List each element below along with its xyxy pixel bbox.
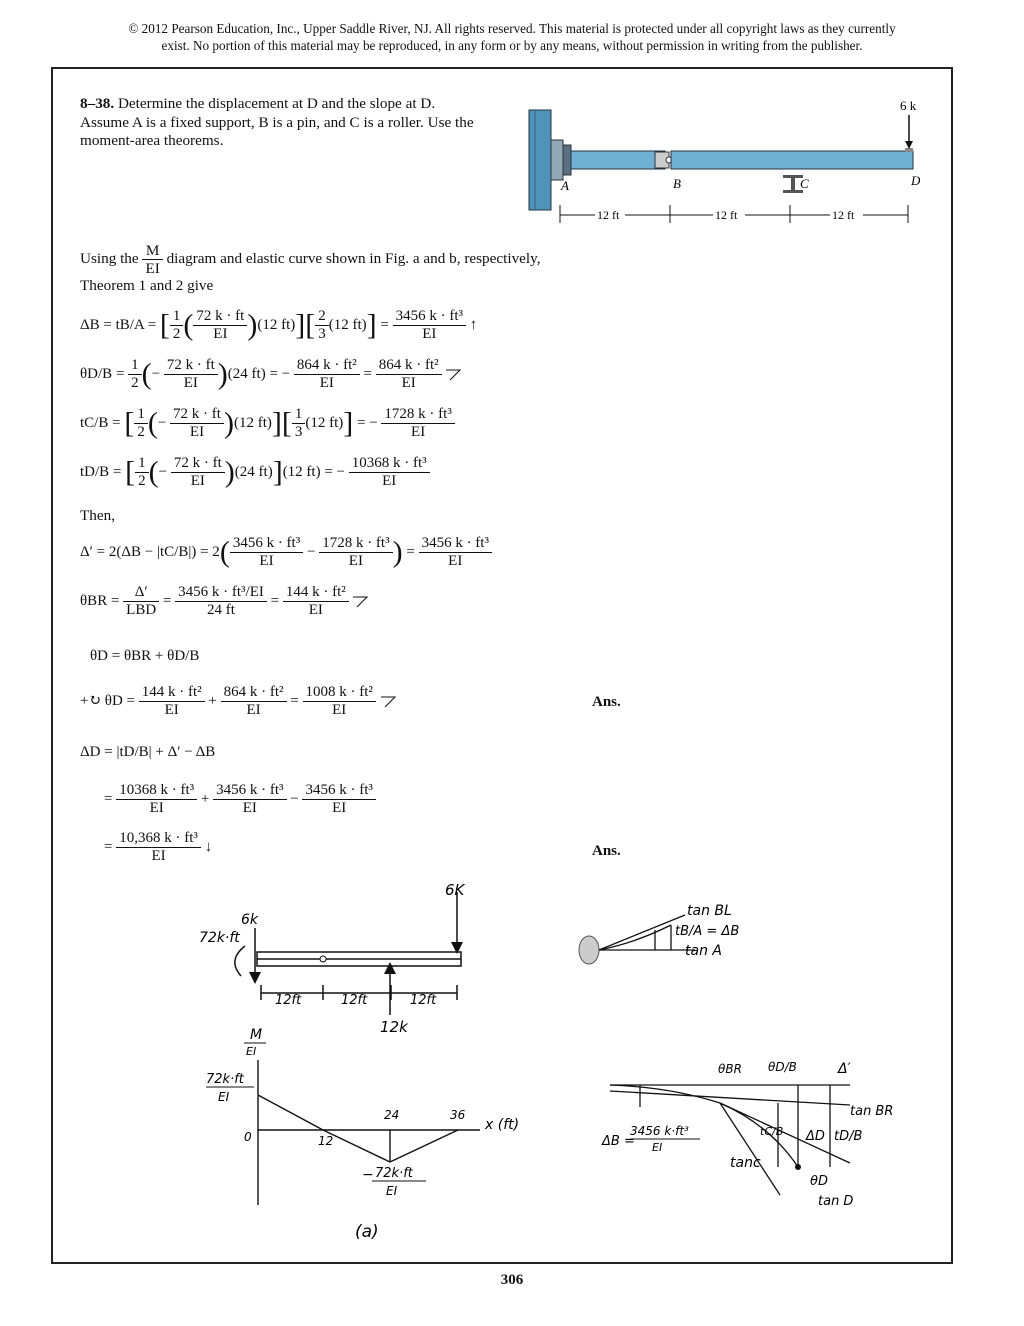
beam-segment-bd [671,151,913,169]
intro-text-a: Using the [80,249,139,267]
problem-statement [80,95,480,151]
fbd-reaction: 12k [380,1018,408,1036]
copyright-line-1: © 2012 Pearson Education, Inc., Upper Saddle River, NJ. All rights reserved. This material is protected under all copyright laws as they currently [128,21,896,36]
elastic-curve-sketch [600,1055,900,1215]
eq-theta-d-sum: θD = θBR + θD/B [90,648,200,664]
tick-36: 36 [450,1108,466,1122]
fbd-sketch [195,880,485,1040]
solution-intro [80,242,541,295]
mei-neg-den: EI [386,1184,398,1198]
label-theta-db: θD/B [768,1060,797,1074]
eq-t-db: tD/B = [ $\frac{1}{2}$ (− $\frac{72 k \cdot ft}{EI}$ )(24 ft)](12 ft) = − $\frac{\text{10368 k · ft³}}{EI}$ [80,455,430,490]
eq-delta-b: ΔB = tB/A = [ $\frac{1}{2}$ ( $\frac{72 k \cdot ft}{EI}$ )(12 ft)][ $\frac{2}{3}$ (12 ft)] = $\frac{\text{3456 k · ft³}}{EI}$ ↑ [80,308,478,342]
answer-label-delta: Ans. [592,843,621,859]
cw-slope-icon [352,595,368,609]
copyright-notice [60,20,964,54]
eq-delta-d: = $\frac{\text{10368 k · ft³}}{EI}$ + $\frac{\text{3456 k · ft³}}{EI}$ − $\frac{\text{3456 k · ft³}}{EI}$ [104,782,376,817]
mei-axis-num: M [250,1027,263,1043]
mei-neg-num: 72k·ft [375,1166,413,1181]
curve-delta-b-den: EI [652,1141,663,1154]
label-theta-br: θBR [718,1062,742,1076]
tba-label: tB/A = ΔB [675,924,740,939]
then-text: Then, [80,507,116,524]
mei-x-label: x (ft) [485,1117,520,1133]
span-label-1: 12 ft [597,208,620,222]
arrow-down: ↓ [204,838,213,855]
fbd-load-left: 6k [241,912,259,928]
label-tan-d: tan D [818,1194,854,1209]
mei-pos-den: EI [218,1090,230,1104]
span-label-2: 12 ft [715,208,738,222]
eq-theta-br: θBR = $\frac{\Delta'}{\text{LBD}}$ = $\frac{\text{3456 k · ft³/EI}}{24 ft}$ = $\frac{\text{144 k · ft²}}{EI}$ [80,584,368,619]
beam-segment-ab [571,151,665,169]
tick-12: 12 [318,1134,334,1148]
tan-bl-label: tan BL [687,903,732,919]
intro-text-b: diagram and elastic curve shown in Fig. a and b, respectively, [166,249,541,267]
load-label: 6 k [900,98,917,113]
label-delta-d: ΔD [806,1129,825,1144]
label-tanc: tanc [730,1155,761,1171]
cw-slope-icon [445,368,461,382]
fbd-span-2: 12ft [341,993,368,1008]
curve-delta-b-num: 3456 k·ft³ [630,1124,689,1138]
eq-t-cb: tC/B = [ $\frac{1}{2}$ (− $\frac{72 k \cdot ft}{EI}$ )(12 ft)][ $\frac{1}{3}$ (12 ft)] = − $\frac{\text{1728 k · ft³}}{EI}$ [80,406,455,441]
eq-theta-d: +↻ θD = $\frac{\text{144 k · ft²}}{EI}$ + $\frac{\text{864 k · ft²}}{EI}$ = $\frac{\text{1008 k · ft²}}{EI}$ [80,684,396,719]
mei-axis-den: EI [246,1045,257,1058]
label-delta-prime: Δ′ [838,1061,851,1077]
label-tcb: tC/B [760,1125,784,1138]
label-b: B [673,176,681,191]
tick-24: 24 [384,1108,400,1122]
eq-theta-db: θD/B = $\frac{1}{2}$ (− $\frac{72 k \cdot ft}{EI}$ )(24 ft) = − $\frac{\text{864 k · ft²}}{EI}$ = $\frac{\text{864 k · ft²}}{EI}$ [80,357,461,392]
arrow-up: ↑ [469,316,478,333]
fbd-span-1: 12ft [275,993,302,1008]
svg-text:−: − [362,1167,374,1183]
page-number: 306 [500,1272,524,1288]
label-a: A [561,178,569,193]
label-c: C [800,176,809,191]
copyright-line-2: exist. No portion of this material may be reproduced, in any form or by any means, without permission in writing from the publisher. [161,38,863,53]
tick-0: 0 [244,1130,252,1144]
cw-slope-icon [380,695,396,709]
eq-delta-d-final: = $\frac{\text{10,368 k · ft³}}{EI}$ ↓ [104,830,213,864]
intro-fraction: $\frac{M}{EI}$ [142,242,162,277]
span-label-3: 12 ft [832,208,855,222]
problem-text: Determine the displacement at D and the slope at D. Assume A is a fixed support, B is a pin, and C is a roller. Use the moment-area theorems. [80,95,474,149]
fbd-span-3: 12ft [410,993,437,1008]
curve-delta-b: ΔB = [602,1134,635,1149]
beam-figure [525,95,920,230]
fbd-load-top: 6K [445,881,465,899]
wall-support [529,110,551,210]
label-theta-d: θD [810,1174,828,1189]
mei-diagram [200,1025,550,1245]
label-d: D [911,173,920,188]
label-tan-br: tan BR [850,1104,894,1119]
problem-number: 8–38. [80,95,115,112]
figure-label-a: (a) [355,1222,379,1242]
intro-text-c: Theorem 1 and 2 give [80,277,214,294]
mei-pos-num: 72k·ft [206,1072,244,1087]
eq-delta-d-sum: ΔD = |tD/B| + Δ′ − ΔB [80,744,216,760]
answer-label-theta: Ans. [592,694,621,710]
label-tdb: tD/B [834,1129,863,1144]
fbd-moment: 72k·ft [199,930,240,946]
tangent-sketch [575,895,775,975]
eq-delta-prime: Δ′ = 2(ΔB − |tC/B|) = 2( $\frac{\text{3456 k · ft³}}{EI}$ − $\frac{\text{1728 k · ft³}}{EI}$ ) = $\frac{\text{3456 k · ft³}}{EI}$ [80,535,492,570]
tan-a-label: tan A [685,943,722,959]
